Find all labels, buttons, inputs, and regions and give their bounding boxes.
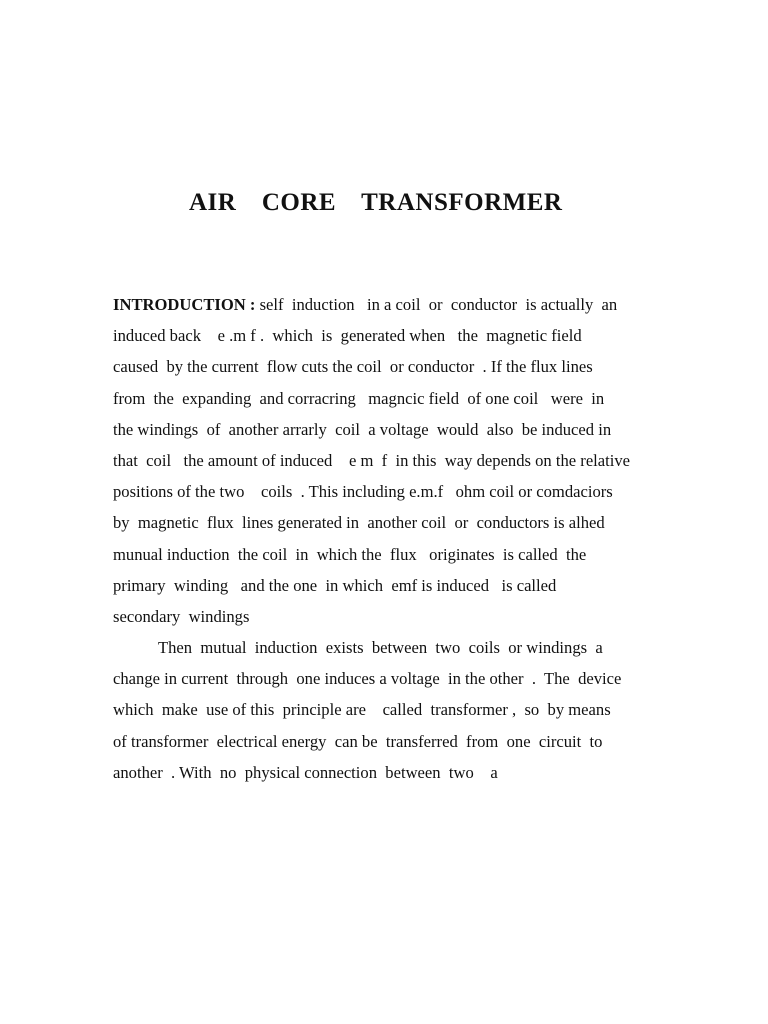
text-line-6: that coil the amount of induced e m f in this way depends on the relative bbox=[113, 450, 631, 470]
text-line-12: Then mutual induction exists between two coils or windings a bbox=[158, 638, 603, 658]
text-line-13: change in current through one induces a voltage in the other . The device bbox=[113, 669, 622, 689]
text-line-2: induced back e .m f . which is generated when the magnetic field bbox=[113, 326, 582, 346]
text-line-3: caused by the current flow cuts the coil or conductor . If the flux lines bbox=[113, 357, 593, 377]
text-line-16: another . With no physical connection between two a bbox=[113, 762, 498, 782]
introduction-label: INTRODUCTION : bbox=[113, 295, 256, 314]
text-line-8: by magnetic flux lines generated in another coil or conductors is alhed bbox=[113, 513, 605, 533]
text-line-9: munual induction the coil in which the flux originates is called the bbox=[113, 544, 587, 564]
document-title: AIR CORE TRANSFORMER bbox=[189, 189, 563, 216]
text-line-1-content: self induction in a coil or conductor is actually an bbox=[255, 295, 618, 314]
text-line-14: which make use of this principle are called transformer , so by means bbox=[113, 700, 611, 720]
text-line-1 bbox=[113, 289, 673, 320]
text-line-10: primary winding and the one in which emf is induced is called bbox=[113, 575, 557, 595]
text-line-7: positions of the two coils . This including e.m.f ohm coil or comdaciors bbox=[113, 482, 613, 502]
document-body bbox=[113, 289, 673, 788]
text-line-15: of transformer electrical energy can be transferred from one circuit to bbox=[113, 731, 603, 751]
text-line-5: the windings of another arrarly coil a voltage would also be induced in bbox=[113, 419, 612, 439]
text-line-11: secondary windings bbox=[113, 606, 250, 626]
text-line-4: from the expanding and corracring magncic field of one coil were in bbox=[113, 388, 605, 408]
